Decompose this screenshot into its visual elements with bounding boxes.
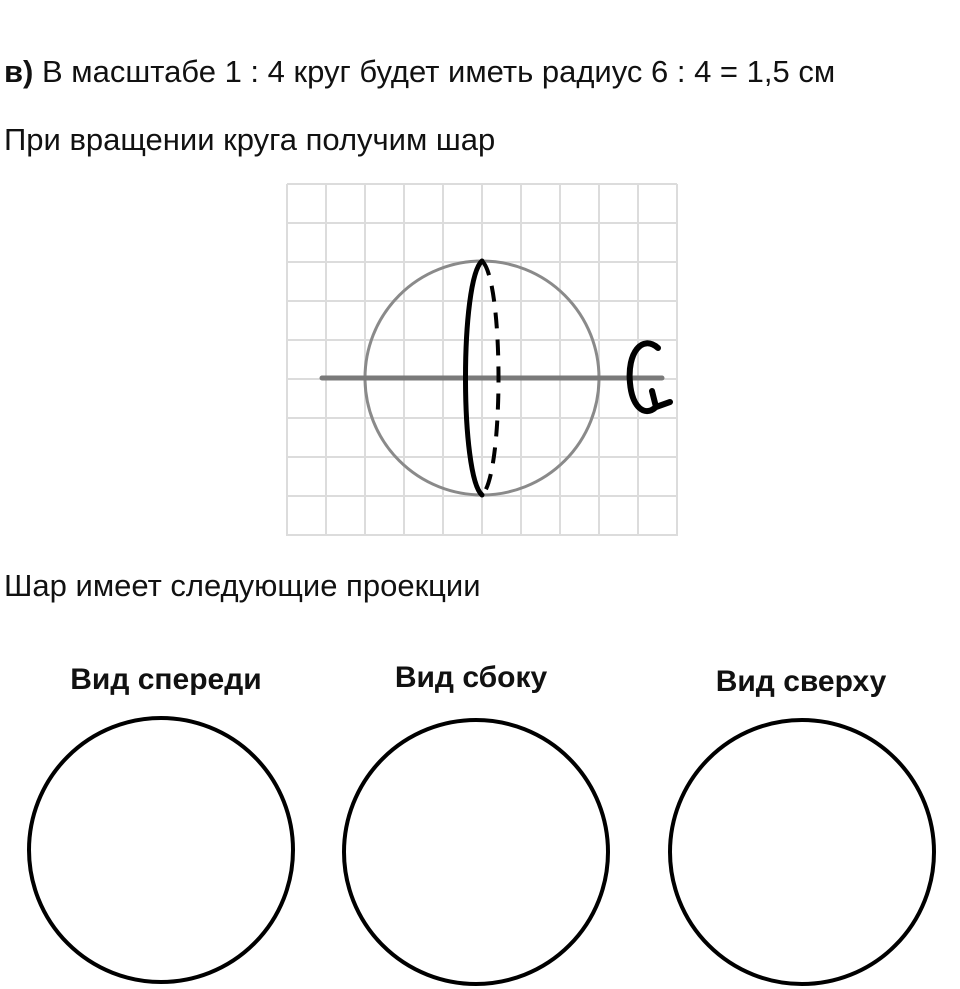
- scale-sentence: В масштабе 1 : 4 круг будет иметь радиус 6 : 4 = 1,5 см: [33, 54, 836, 89]
- part-label: в): [4, 54, 34, 89]
- front-view-label: Вид спереди: [70, 663, 262, 696]
- rotation-diagram: [270, 170, 690, 550]
- scale-statement: [4, 52, 835, 92]
- rotation-figure: [270, 170, 690, 550]
- top-view-label: Вид сверху: [715, 665, 887, 698]
- grid: [287, 184, 677, 536]
- side-view-label: Вид сбоку: [394, 661, 548, 694]
- side-view-circle: [342, 718, 610, 986]
- rotation-sentence: При вращении круга получим шар: [4, 122, 496, 157]
- projections-sentence: Шар имеет следующие проекции: [4, 568, 481, 603]
- front-view-circle: [27, 716, 295, 984]
- top-view-circle: [668, 718, 936, 986]
